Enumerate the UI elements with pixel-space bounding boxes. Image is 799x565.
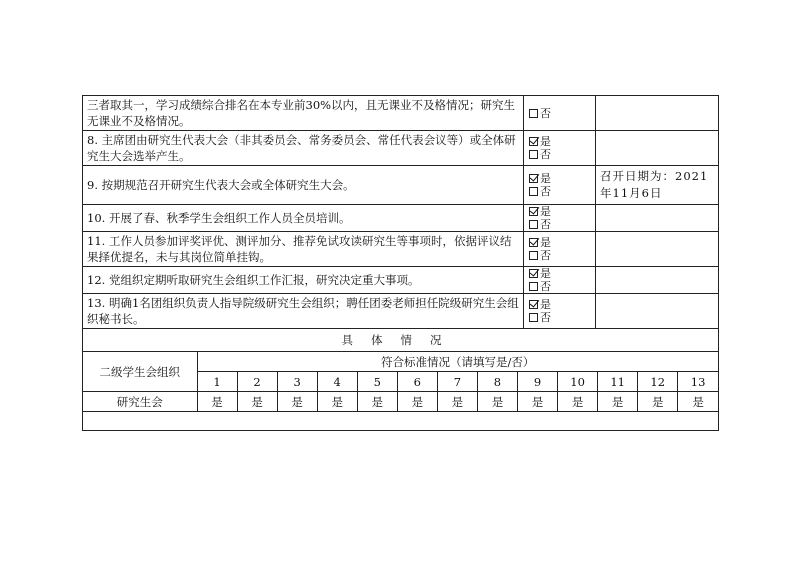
- criteria-row: [83, 232, 719, 267]
- compliance-value: 是: [518, 392, 558, 412]
- criteria-number: 9: [518, 372, 558, 392]
- criteria-text: 三者取其一，学习成绩综合排名在本专业前30%以内，且无课业不及格情况；研究生无课业不及格情况。: [83, 96, 524, 131]
- yes-option[interactable]: [529, 298, 595, 311]
- yes-option[interactable]: [529, 205, 595, 218]
- no-label: 否: [540, 249, 551, 262]
- criteria-number: 7: [437, 372, 477, 392]
- details-header-row: [83, 329, 719, 352]
- compliance-value: 是: [477, 392, 517, 412]
- criteria-row: [83, 294, 719, 329]
- note-cell: [596, 267, 719, 294]
- row-label: 二级学生会组织: [83, 352, 197, 392]
- yes-label: 是: [540, 236, 551, 249]
- criteria-rows: [83, 96, 719, 329]
- yes-label: 是: [540, 298, 551, 311]
- details-header: 具体情况: [83, 329, 719, 352]
- no-label: 否: [540, 185, 551, 198]
- no-label: 否: [540, 280, 551, 293]
- criteria-number: 10: [558, 372, 598, 392]
- compliance-value: 是: [397, 392, 437, 412]
- yes-no-cell: [524, 166, 596, 205]
- yes-no-cell: [524, 232, 596, 267]
- checkbox-icon[interactable]: [529, 220, 538, 229]
- yes-no-cell: [524, 267, 596, 294]
- compliance-value: 是: [197, 392, 237, 412]
- yes-option[interactable]: [529, 267, 595, 280]
- yes-no-cell: [524, 131, 596, 166]
- no-option[interactable]: [529, 107, 595, 120]
- criteria-number: 6: [397, 372, 437, 392]
- compliance-value: 是: [277, 392, 317, 412]
- no-option[interactable]: [529, 311, 595, 324]
- checked-checkbox-icon[interactable]: [529, 207, 538, 216]
- criteria-number: 13: [678, 372, 718, 392]
- no-option[interactable]: [529, 185, 595, 198]
- no-label: 否: [540, 218, 551, 231]
- criteria-row: [83, 166, 719, 205]
- criteria-text: 13. 明确1名团组织负责人指导院级研究生会组织；聘任团委老师担任院级研究生会组织秘书长。: [83, 294, 524, 329]
- compliance-value: 是: [317, 392, 357, 412]
- yes-no-cell: [524, 294, 596, 329]
- checked-checkbox-icon[interactable]: [529, 238, 538, 247]
- yes-option[interactable]: [529, 236, 595, 249]
- criteria-number: 1: [197, 372, 237, 392]
- criteria-text: 9. 按期规范召开研究生代表大会或全体研究生大会。: [83, 166, 524, 205]
- no-label: 否: [540, 106, 551, 120]
- no-label: 否: [540, 311, 551, 324]
- no-option[interactable]: [529, 280, 595, 293]
- compliance-value: 是: [357, 392, 397, 412]
- checkbox-icon[interactable]: [529, 187, 538, 196]
- evaluation-table: [82, 95, 719, 431]
- compliance-table: [83, 352, 718, 411]
- yes-option[interactable]: [529, 135, 595, 148]
- compliance-label: 符合标准情况（请填写是/否）: [197, 352, 718, 372]
- compliance-value: 是: [558, 392, 598, 412]
- compliance-title-row: [83, 352, 718, 372]
- checkbox-icon[interactable]: [529, 313, 538, 322]
- checkbox-icon[interactable]: [529, 109, 538, 118]
- criteria-row: [83, 205, 719, 232]
- checkbox-icon[interactable]: [529, 251, 538, 260]
- criteria-text: 11. 工作人员参加评奖评优、测评加分、推荐免试攻读研究生等事项时，依据评议结果择优提名，未与其岗位简单挂钩。: [83, 232, 524, 267]
- no-option[interactable]: [529, 249, 595, 262]
- checked-checkbox-icon[interactable]: [529, 137, 538, 146]
- note-cell: [596, 131, 719, 166]
- checked-checkbox-icon[interactable]: [529, 269, 538, 278]
- note-cell: [596, 96, 719, 131]
- compliance-value: 是: [237, 392, 277, 412]
- criteria-number: 12: [638, 372, 678, 392]
- yes-option[interactable]: [529, 172, 595, 185]
- yes-label: 是: [540, 135, 551, 148]
- criteria-row: [83, 96, 719, 131]
- compliance-value: 是: [678, 392, 718, 412]
- compliance-value: 是: [437, 392, 477, 412]
- yes-label: 是: [540, 172, 551, 185]
- criteria-row: [83, 267, 719, 294]
- criteria-text: 12. 党组织定期听取研究生会组织工作汇报，研究决定重大事项。: [83, 267, 524, 294]
- criteria-number: 2: [237, 372, 277, 392]
- note-cell: 召开日期为：2021年11月6日: [596, 166, 719, 205]
- note-cell: [596, 294, 719, 329]
- note-cell: [596, 232, 719, 267]
- details-grid-row: [83, 352, 719, 412]
- criteria-number: 3: [277, 372, 317, 392]
- criteria-row: [83, 131, 719, 166]
- yes-no-cell: [524, 205, 596, 232]
- checked-checkbox-icon[interactable]: [529, 300, 538, 309]
- criteria-text: 10. 开展了春、秋季学生会组织工作人员全员培训。: [83, 205, 524, 232]
- checkbox-icon[interactable]: [529, 150, 538, 159]
- yes-label: 是: [540, 205, 551, 218]
- criteria-number: 5: [357, 372, 397, 392]
- yes-label: 是: [540, 267, 551, 280]
- no-label: 否: [540, 148, 551, 161]
- compliance-value: 是: [638, 392, 678, 412]
- checked-checkbox-icon[interactable]: [529, 174, 538, 183]
- yes-no-cell: [524, 96, 596, 131]
- note-cell: [596, 205, 719, 232]
- spacer-row: [83, 412, 719, 431]
- criteria-number: 4: [317, 372, 357, 392]
- no-option[interactable]: [529, 148, 595, 161]
- criteria-text: 8. 主席团由研究生代表大会（非其委员会、常务委员会、常任代表会议等）或全体研究生大会选举产生。: [83, 131, 524, 166]
- criteria-number: 11: [598, 372, 638, 392]
- criteria-number: 8: [477, 372, 517, 392]
- compliance-value: 是: [598, 392, 638, 412]
- org-name: 研究生会: [83, 392, 197, 412]
- no-option[interactable]: [529, 218, 595, 231]
- org-row: [83, 392, 718, 412]
- checkbox-icon[interactable]: [529, 282, 538, 291]
